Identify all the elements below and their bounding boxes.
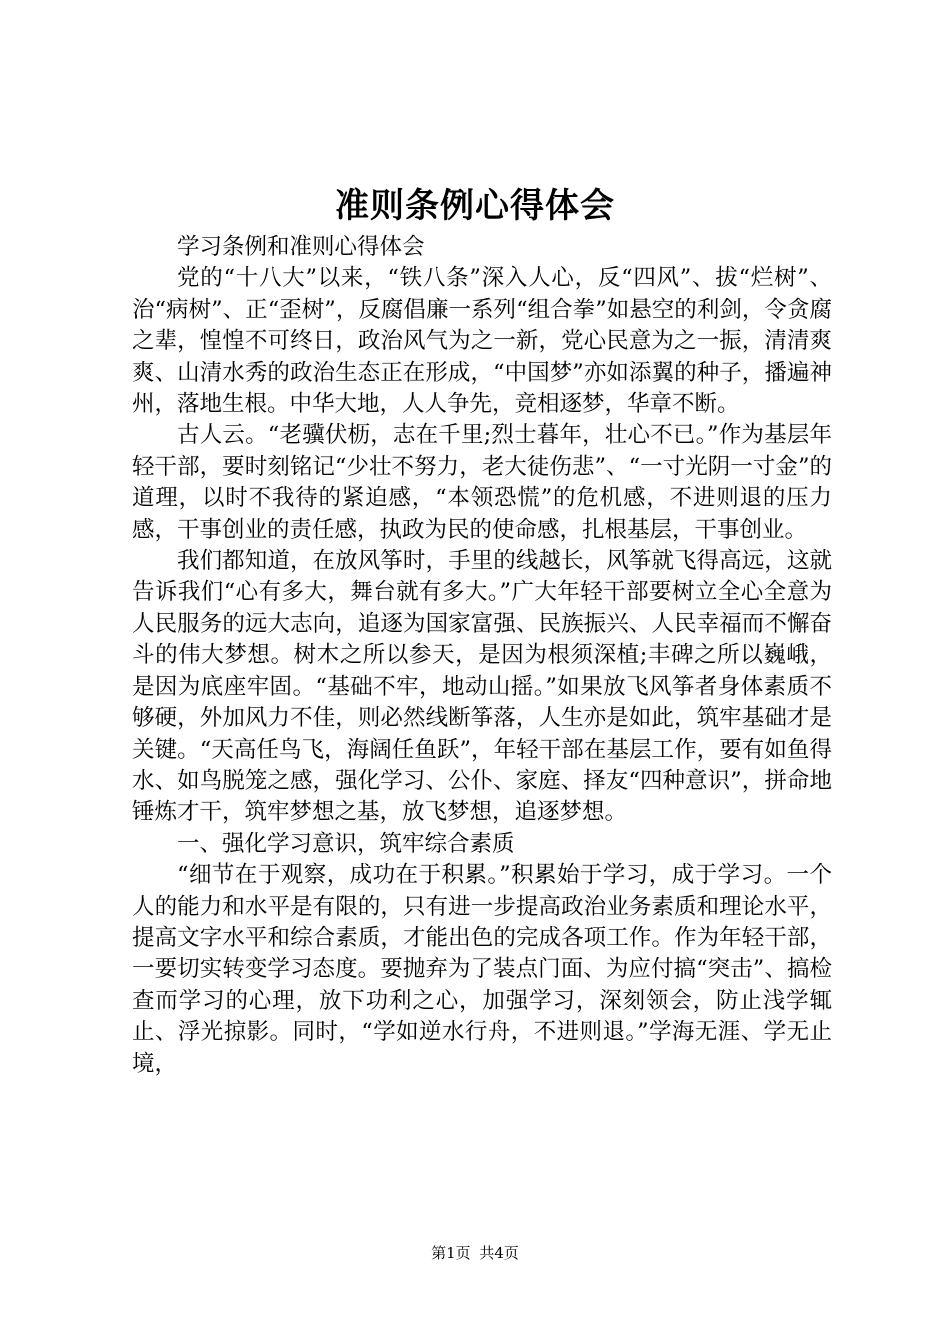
- paragraph-subtitle: 学习条例和准则心得体会: [177, 234, 425, 260]
- page-number: 第1页: [431, 1244, 471, 1262]
- document-title: 准则条例心得体会: [335, 186, 615, 226]
- paragraph: “细节在于观察，成功在于积累。”积累始于学习，成于学习。一个人的能力和水平是有限的，只有进一步提高政治业务素质和理论水平，提高文字水平和综合素质，才能出色的完成各项工作。作为年轻干部，一要切实转变学习态度。要抛弃为了装点门面、为应付搞“突击”、搞检查而学习的心理，放下功利之心，加强学习，深刻领会，防止浅学辄止、浮光掠影。同时，“学如逆水行舟，不进则退。”学海无涯、学无止境，: [132, 862, 832, 1077]
- paragraph: 党的“十八大”以来，“铁八条”深入人心，反“四风”、拔“烂树”、治“病树”、正“歪树”，反腐倡廉一系列“组合拳”如悬空的利剑，令贪腐之辈，惶惶不可终日，政治风气为之一新，党心民意为之一振，清清爽爽、山清水秀的政治生态正在形成，“中国梦”亦如添翼的种子，播遍神州，落地生根。中华大地，人人争先，竞相逐梦，华章不断。: [132, 265, 832, 418]
- paragraph: 我们都知道，在放风筝时，手里的线越长，风筝就飞得高远，这就告诉我们“心有多大，舞台就有多大。”广大年轻干部要树立全心全意为人民服务的远大志向，追逐为国家富强、民族振兴、人民幸福而不懈奋斗的伟大梦想。树木之所以参天，是因为根须深植;丰碑之所以巍峨，是因为底座牢固。“基础不牢，地动山摇。”如果放飞风筝者身体素质不够硬，外加风力不佳，则必然线断筝落，人生亦是如此，筑牢基础才是关键。“天高任鸟飞，海阔任鱼跃”，年轻干部在基层工作，要有如鱼得水、如鸟脱笼之感，强化学习、公仆、家庭、择友“四种意识”，拼命地锤炼才干，筑牢梦想之基，放飞梦想，追逐梦想。: [132, 548, 832, 826]
- page-total: 共4页: [479, 1244, 519, 1262]
- paragraph: 古人云。“老骥伏枥，志在千里;烈士暮年，壮心不已。”作为基层年轻干部，要时刻铭记“少壮不努力，老大徒伤悲”、“一寸光阴一寸金”的道理，以时不我待的紧迫感，“本领恐慌”的危机感，不进则退的压力感，干事创业的责任感，执政为民的使命感，扎根基层，干事创业。: [132, 422, 832, 543]
- page-footer: [0, 1243, 950, 1263]
- section-heading: 一、强化学习意识，筑牢综合素质: [177, 830, 515, 857]
- document-body: [132, 232, 832, 1080]
